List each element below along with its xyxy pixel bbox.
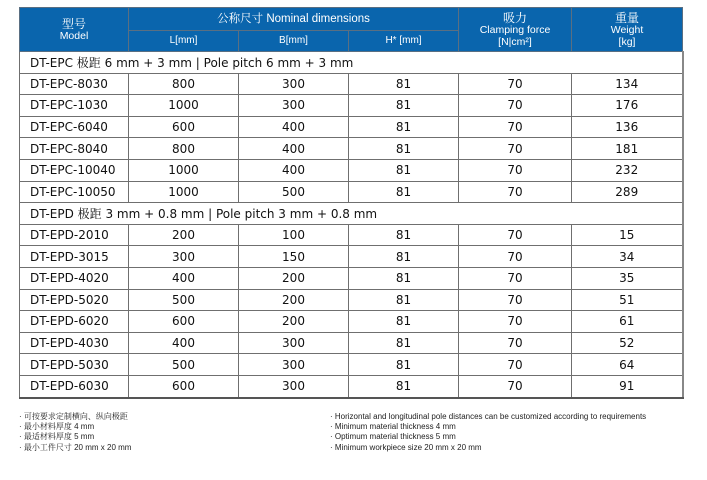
length-cell: 600 [129,116,239,138]
weight-cell: 34 [572,246,683,268]
table-row [20,95,683,117]
height-cell: 81 [349,375,459,397]
weight-unit: [kg] [618,35,636,48]
length-header: L[mm] [129,31,239,52]
model-cell: DT-EPC-1030 [20,95,129,117]
height-cell: 81 [349,73,459,95]
height-cell: 81 [349,267,459,289]
table-row [20,116,683,138]
width-cell: 400 [239,159,349,181]
height-cell: 81 [349,311,459,333]
weight-cell: 181 [572,138,683,160]
width-cell: 500 [239,181,349,203]
weight-cell: 64 [572,354,683,376]
note-en: · Minimum material thickness 4 mm [330,422,456,432]
height-cell: 81 [349,289,459,311]
note-zh: · 最小工件尺寸 20 mm x 20 mm [19,442,132,452]
model-cell: DT-EPC-8040 [20,138,129,160]
model-cell: DT-EPD-6020 [20,311,129,333]
weight-cell: 15 [572,224,683,246]
length-cell: 1000 [129,181,239,203]
clamping-force-cell: 70 [459,73,572,95]
height-header: H* [mm] [349,31,459,52]
length-cell: 600 [129,375,239,397]
clamping-force-cell: 70 [459,267,572,289]
length-cell: 500 [129,289,239,311]
clamping-force-cell: 70 [459,375,572,397]
height-cell: 81 [349,95,459,117]
group-title: DT-EPD 极距 3 mm + 0.8 mm | Pole pitch 3 mm + 0.8 mm [20,203,683,225]
clamping-force-cell: 70 [459,95,572,117]
clamping-force-cell: 70 [459,116,572,138]
group-row [20,203,683,225]
spec-table [19,7,684,399]
model-header-zh: 型号 [61,16,86,31]
length-cell: 400 [129,332,239,354]
length-cell: 1000 [129,95,239,117]
weight-cell: 289 [572,181,683,203]
model-cell: DT-EPC-8030 [20,73,129,95]
height-cell: 81 [349,181,459,203]
clamping-force-cell: 70 [459,224,572,246]
clamping-force-cell: 70 [459,289,572,311]
clamping-force-cell: 70 [459,159,572,181]
table-row [20,73,683,95]
width-cell: 200 [239,289,349,311]
width-cell: 200 [239,267,349,289]
note-zh: · 可按要求定制横向、纵向极距 [19,412,128,421]
clamping-force-cell: 70 [459,246,572,268]
weight-cell: 51 [572,289,683,311]
weight-cell: 176 [572,95,683,117]
height-cell: 81 [349,246,459,268]
width-cell: 400 [239,138,349,160]
model-cell: DT-EPD-5030 [20,354,129,376]
clamping-force-cell: 70 [459,354,572,376]
nominal-dimensions-header: 公称尺寸 Nominal dimensions [129,8,459,31]
model-cell: DT-EPD-5020 [20,289,129,311]
model-cell: DT-EPC-10050 [20,181,129,203]
group-row [20,52,683,74]
table-row [20,354,683,376]
weight-cell: 35 [572,267,683,289]
table-row [20,375,683,397]
height-cell: 81 [349,159,459,181]
length-cell: 800 [129,138,239,160]
model-cell: DT-EPC-6040 [20,116,129,138]
width-cell: 300 [239,354,349,376]
clamping-force-cell: 70 [459,332,572,354]
width-cell: 400 [239,116,349,138]
length-cell: 1000 [129,159,239,181]
model-header [20,8,129,52]
width-cell: 300 [239,332,349,354]
clamping-force-unit: [N|cm²] [498,35,532,48]
clamping-force-cell: 70 [459,138,572,160]
length-cell: 300 [129,246,239,268]
width-cell: 100 [239,224,349,246]
height-cell: 81 [349,354,459,376]
note-en: · Minimum workpiece size 20 mm x 20 mm [330,442,482,452]
weight-cell: 136 [572,116,683,138]
weight-header [572,8,683,52]
clamping-force-en: Clamping force [479,23,551,36]
table-row [20,311,683,333]
note-en: · Horizontal and longitudinal pole distances can be customized according to requirements [330,412,647,421]
length-cell: 500 [129,354,239,376]
height-cell: 81 [349,138,459,160]
width-cell: 300 [239,95,349,117]
note-en: · Optimum material thickness 5 mm [330,432,456,442]
model-cell: DT-EPD-2010 [20,224,129,246]
notes-chinese [19,412,131,453]
table-row [20,224,683,246]
note-zh: · 最适材料厚度 5 mm [19,432,95,442]
weight-cell: 232 [572,159,683,181]
model-cell: DT-EPD-4020 [20,267,129,289]
table-row [20,246,683,268]
weight-cell: 134 [572,73,683,95]
height-cell: 81 [349,332,459,354]
height-cell: 81 [349,116,459,138]
note-zh: · 最小材料厚度 4 mm [19,422,95,432]
table-row [20,267,683,289]
width-header: B[mm] [239,31,349,52]
clamping-force-cell: 70 [459,181,572,203]
model-cell: DT-EPD-4030 [20,332,129,354]
width-cell: 150 [239,246,349,268]
table-row [20,289,683,311]
length-cell: 600 [129,311,239,333]
length-cell: 800 [129,73,239,95]
clamping-force-cell: 70 [459,311,572,333]
model-cell: DT-EPD-6030 [20,375,129,397]
table-row [20,332,683,354]
weight-cell: 91 [572,375,683,397]
length-cell: 400 [129,267,239,289]
length-cell: 200 [129,224,239,246]
height-cell: 81 [349,224,459,246]
weight-zh: 重量 [614,10,639,25]
weight-en: Weight [610,23,644,36]
width-cell: 300 [239,73,349,95]
width-cell: 200 [239,311,349,333]
group-title: DT-EPC 极距 6 mm + 3 mm | Pole pitch 6 mm + 3 mm [20,52,683,74]
model-cell: DT-EPC-10040 [20,159,129,181]
table-row [20,181,683,203]
notes-english [330,412,646,453]
clamping-force-zh: 吸力 [502,10,527,25]
model-cell: DT-EPD-3015 [20,246,129,268]
table-row [20,138,683,160]
width-cell: 300 [239,375,349,397]
table-row [20,159,683,181]
model-header-en: Model [59,29,89,42]
weight-cell: 52 [572,332,683,354]
weight-cell: 61 [572,311,683,333]
clamping-force-header [459,8,572,52]
